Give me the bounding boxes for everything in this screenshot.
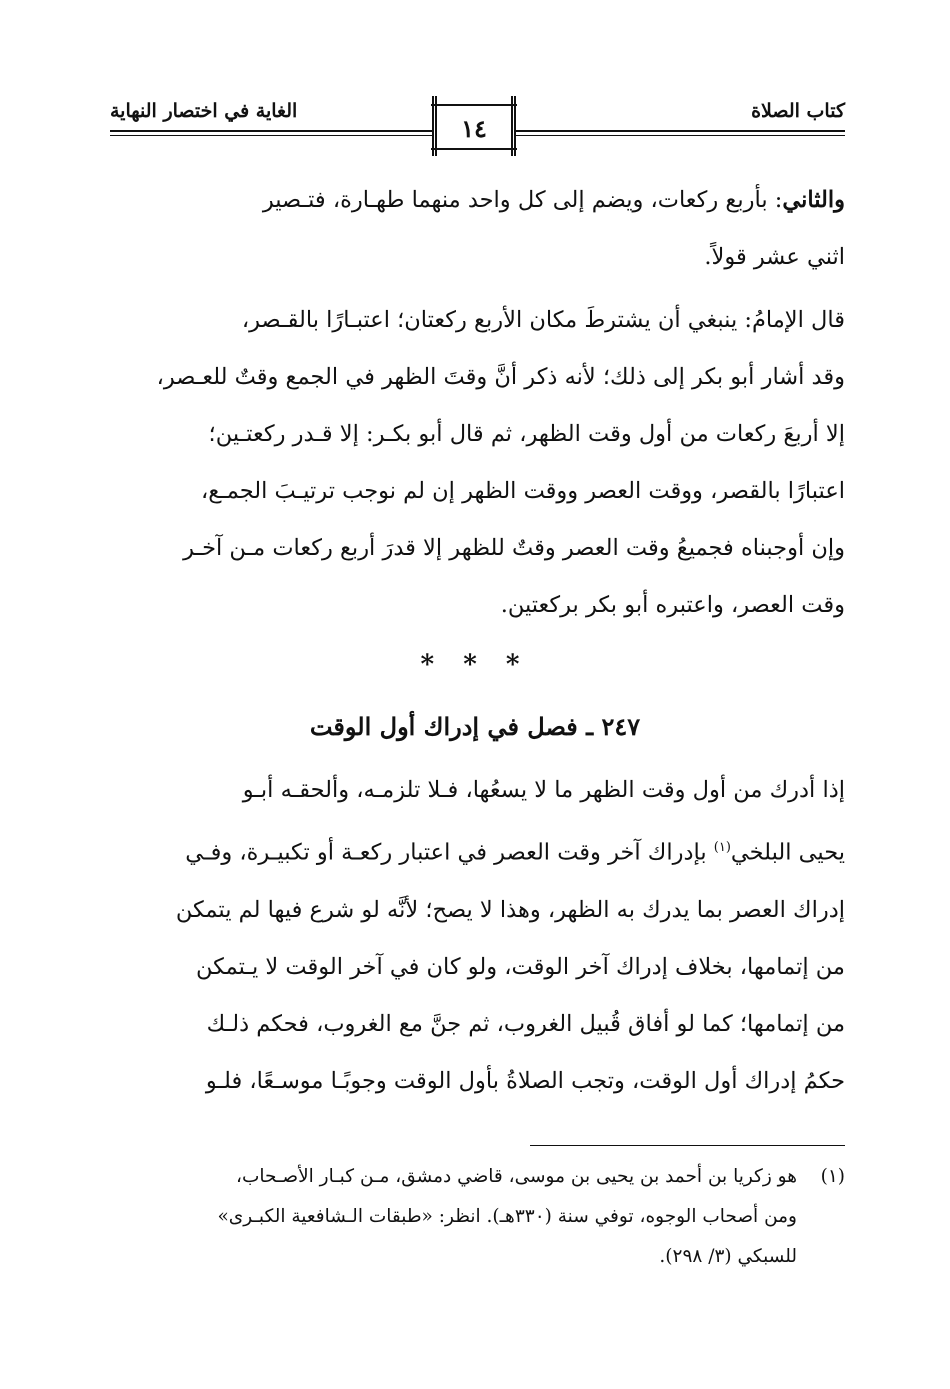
section-separator: * * * [420, 650, 530, 680]
footnote-line: للسبكي (٣/ ٢٩٨). [659, 1246, 797, 1267]
paragraph-2 [110, 292, 845, 634]
paragraph-1-line-2: اثني عشر قولاً. [704, 244, 845, 270]
footnote-body [110, 1157, 797, 1277]
header-book-title: الغاية في اختصار النهاية [110, 100, 298, 122]
header-section-title: كتاب الصلاة [751, 100, 845, 122]
page-number: ١٤ [461, 114, 487, 143]
paragraph-2-line: إلا أربعَ ركعات من أول وقت الظهر، ثم قال أبو بكـر: إلا قـدر ركعتـين؛ [208, 421, 845, 447]
paragraph-3-line: حكمُ إدراك أول الوقت، وتجب الصلاةُ بأول الوقت وجوبًـا موسـعًا، فلـو [205, 1067, 845, 1094]
running-header [110, 94, 845, 164]
frame-bottom-bar [431, 148, 517, 150]
paragraph-2-line: وقت العصر، واعتبره أبو بكر بركعتين. [500, 592, 845, 618]
footnote-line: ومن أصحاب الوجوه، توفي سنة (٣٣٠هـ). انظر: «طبقات الـشافعية الكبـرى» [217, 1206, 797, 1227]
paragraph-1-line-1 [110, 172, 845, 229]
paragraph-2-line: وقد أشار أبو بكر إلى ذلك؛ لأنه ذكر أنَّ وقتَ الظهر في الجمع وقتٌ للعـصر، [156, 364, 845, 390]
section-heading: ٢٤٧ ـ فصل في إدراك أول الوقت [309, 712, 641, 741]
footnote [110, 1157, 845, 1277]
paragraph-1-lead: والثاني [782, 187, 845, 213]
frame-top-bar [431, 104, 517, 106]
paragraph-3-line: إذا أدرك من أول وقت الظهر ما لا يسعُها، فـلا تلزمـه، وألحقـه أبـو [242, 777, 845, 803]
paragraph-3-line-2-end: بإدراك آخر وقت العصر في اعتبار ركعـة أو تكبيـرة، وفـي [185, 839, 714, 866]
footnote-divider [530, 1145, 845, 1146]
paragraph-3-line: من إتمامها، بخلاف إدراك آخر الوقت، ولو كان في آخر الوقت لا يـتمكن [196, 953, 845, 980]
footnote-mark: (١) [820, 1166, 845, 1187]
paragraph-1 [110, 172, 845, 286]
paragraph-2-line: وإن أوجبناه فجميعُ وقت العصر وقتٌ للظهر إلا قدرَ أربع ركعات مـن آخـر [183, 535, 845, 561]
paragraph-2-line: اعتبارًا بالقصر، ووقت العصر ووقت الظهر إن لم نوجب ترتيـبَ الجمـع، [200, 478, 845, 504]
paragraph-3 [110, 762, 845, 1110]
paragraph-3-line [110, 819, 845, 882]
paragraph-3-line: من إتمامها؛ كما لو أفاق قُبيل الغروب، ثم جنَّ مع الغروب، فحكم ذلـك [206, 1010, 845, 1037]
paragraph-2-line: قال الإمامُ: ينبغي أن يشترطَ مكان الأربع ركعتان؛ اعتبـارًا بالقـصر، [241, 307, 845, 333]
footnote-reference[interactable]: (١) [713, 840, 731, 855]
footnote-row [110, 1157, 845, 1277]
footnote-line: هو زكريا بن أحمد بن يحيى بن موسى، قاضي دمشق، مـن كبـار الأصـحاب، [236, 1166, 797, 1187]
paragraph-1-line-1-text: : بأربع ركعات، ويضم إلى كل واحد منهما طهـارة، فتـصير [262, 187, 783, 213]
page-number-frame [432, 96, 516, 156]
paragraph-3-line: إدراك العصر بما يدرك به الظهر، وهذا لا يصح؛ لأنَّه لو شرع فيها لم يتمكن [175, 896, 845, 923]
paragraph-3-line-2-start: يحيى البلخي [730, 839, 845, 866]
